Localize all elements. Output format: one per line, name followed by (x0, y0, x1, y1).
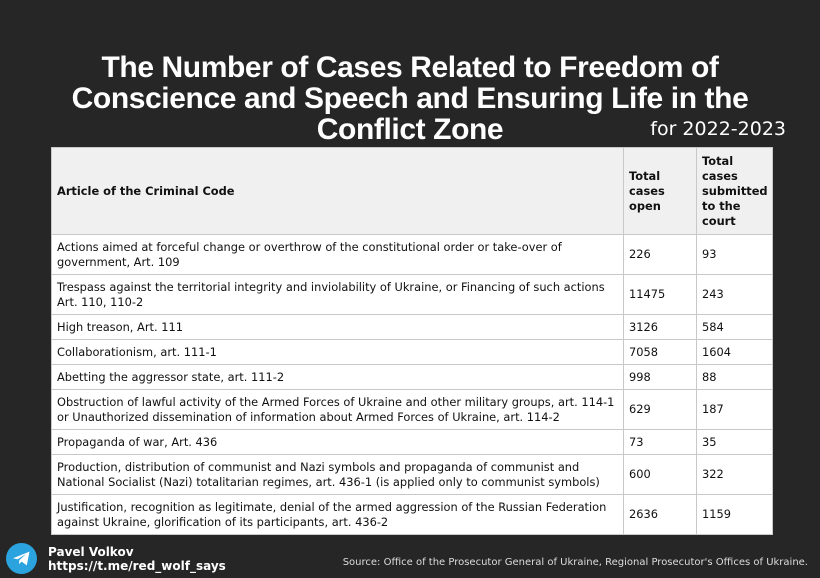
table-row (52, 455, 773, 495)
article-cell: Propaganda of war, Art. 436 (52, 430, 624, 455)
court-cell: 1159 (697, 495, 773, 535)
author-name: Pavel Volkov (48, 545, 134, 559)
article-cell: Trespass against the territorial integrity and inviolability of Ukraine, or Financing of such actions Art. 110, 110-2 (52, 275, 624, 315)
table-row (52, 235, 773, 275)
court-cell: 322 (697, 455, 773, 495)
cases-table (51, 147, 773, 535)
article-cell: Production, distribution of communist and Nazi symbols and propaganda of communist and National Socialist (Nazi) totalitarian regimes, art. 436-1 (is applied only to communist symbols) (52, 455, 624, 495)
court-cell: 88 (697, 365, 773, 390)
open-cell: 629 (624, 390, 697, 430)
article-cell: Collaborationism, art. 111-1 (52, 340, 624, 365)
court-cell: 187 (697, 390, 773, 430)
header-cases-court: Total cases submitted to the court (697, 148, 773, 235)
header-article: Article of the Criminal Code (52, 148, 624, 235)
court-cell: 35 (697, 430, 773, 455)
article-cell: Justification, recognition as legitimate, denial of the armed aggression of the Russian Federation against Ukraine, glorification of its participants, art. 436-2 (52, 495, 624, 535)
article-cell: Abetting the aggressor state, art. 111-2 (52, 365, 624, 390)
author-link[interactable]: https://t.me/red_wolf_says (48, 559, 226, 573)
table-row (52, 365, 773, 390)
source-note: Source: Office of the Prosecutor General of Ukraine, Regional Prosecutor's Offices of Ukraine. (342, 557, 808, 568)
open-cell: 600 (624, 455, 697, 495)
article-cell: Actions aimed at forceful change or overthrow of the constitutional order or take-over of government, Art. 109 (52, 235, 624, 275)
open-cell: 7058 (624, 340, 697, 365)
table-row (52, 430, 773, 455)
page-title: The Number of Cases Related to Freedom of Conscience and Speech and Ensuring Life in the Conflict Zone (71, 51, 749, 146)
court-cell: 1604 (697, 340, 773, 365)
court-cell: 93 (697, 235, 773, 275)
article-cell: High treason, Art. 111 (52, 315, 624, 340)
article-cell: Obstruction of lawful activity of the Armed Forces of Ukraine and other military groups, art. 114-1 or Unauthorized dissemination of information about Armed Forces of Ukraine, art. 114-2 (52, 390, 624, 430)
table-row (52, 340, 773, 365)
court-cell: 584 (697, 315, 773, 340)
court-cell: 243 (697, 275, 773, 315)
table-row (52, 390, 773, 430)
open-cell: 73 (624, 430, 697, 455)
table-row (52, 315, 773, 340)
open-cell: 3126 (624, 315, 697, 340)
open-cell: 2636 (624, 495, 697, 535)
header-cases-open: Total cases open (624, 148, 697, 235)
table-row (52, 275, 773, 315)
subtitle: for 2022-2023 (650, 118, 786, 140)
open-cell: 998 (624, 365, 697, 390)
table-row (52, 495, 773, 535)
telegram-icon[interactable] (6, 543, 37, 574)
open-cell: 226 (624, 235, 697, 275)
open-cell: 11475 (624, 275, 697, 315)
table-header-row (52, 148, 773, 235)
